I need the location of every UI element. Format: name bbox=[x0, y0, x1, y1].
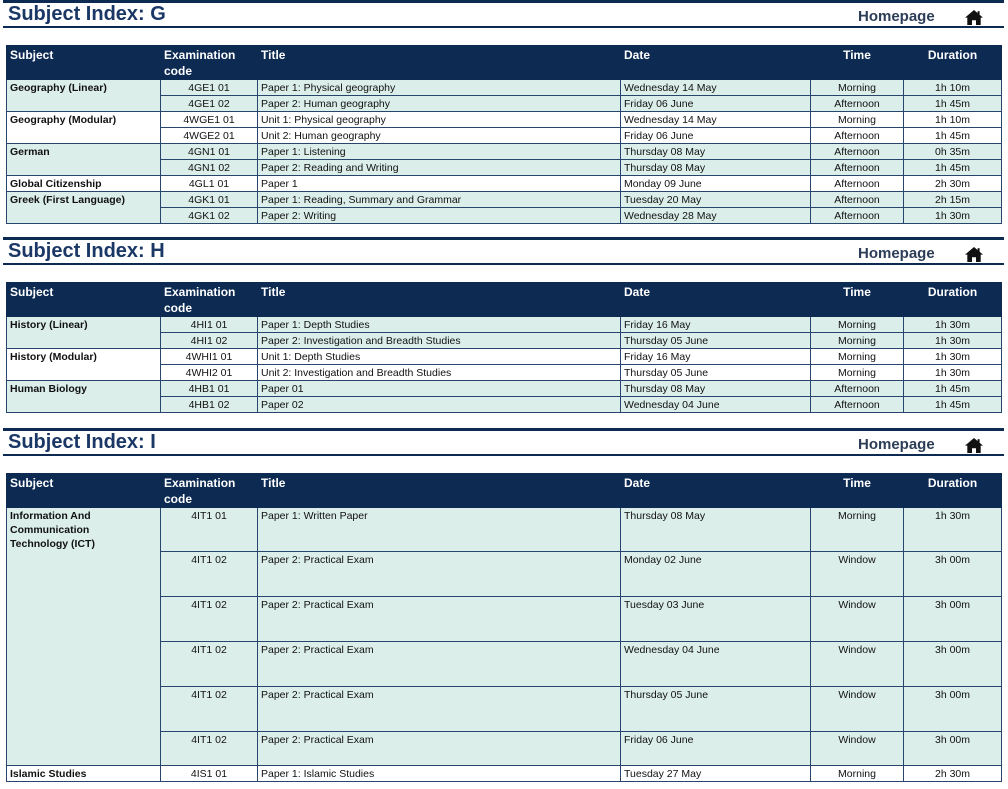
column-header-subject: Subject bbox=[7, 474, 161, 508]
time-cell: Afternoon bbox=[811, 208, 904, 224]
date-cell: Thursday 08 May bbox=[621, 160, 811, 176]
column-header-duration: Duration bbox=[904, 46, 1002, 80]
paper-title-cell: Paper 02 bbox=[258, 397, 621, 413]
table-row bbox=[7, 192, 1002, 208]
date-cell: Tuesday 27 May bbox=[621, 766, 811, 782]
paper-title-cell: Paper 2: Reading and Writing bbox=[258, 160, 621, 176]
time-cell: Afternoon bbox=[811, 96, 904, 112]
table-body bbox=[7, 80, 1002, 224]
date-cell: Wednesday 04 June bbox=[621, 397, 811, 413]
duration-cell: 2h 30m bbox=[904, 176, 1002, 192]
subject-name: Geography (Modular) bbox=[10, 114, 117, 126]
table-body bbox=[7, 508, 1002, 782]
section-title: Subject Index: G bbox=[8, 3, 166, 25]
time-cell: Afternoon bbox=[811, 144, 904, 160]
paper-title-cell: Paper 1: Physical geography bbox=[258, 80, 621, 96]
duration-cell: 3h 00m bbox=[904, 732, 1002, 766]
exam-timetable-table bbox=[6, 282, 1002, 413]
paper-title-cell: Paper 2: Human geography bbox=[258, 96, 621, 112]
subject-name: German bbox=[10, 146, 50, 158]
exam-code-cell: 4HB1 01 bbox=[161, 381, 258, 397]
column-header-subject: Subject bbox=[7, 46, 161, 80]
time-cell: Window bbox=[811, 597, 904, 642]
column-header-time: Time bbox=[811, 474, 904, 508]
column-header-time: Time bbox=[811, 283, 904, 317]
paper-title-cell: Paper 2: Writing bbox=[258, 208, 621, 224]
subject-cell bbox=[7, 381, 161, 413]
section-header-bar bbox=[3, 428, 1004, 456]
subject-cell bbox=[7, 192, 161, 224]
subject-name: Geography (Linear) bbox=[10, 82, 107, 94]
paper-title-cell: Paper 1: Listening bbox=[258, 144, 621, 160]
time-cell: Morning bbox=[811, 349, 904, 365]
subject-cell bbox=[7, 176, 161, 192]
column-header-duration: Duration bbox=[904, 474, 1002, 508]
table-row bbox=[7, 766, 1002, 782]
column-header-exam-code: Examination code bbox=[161, 46, 258, 80]
column-header-time: Time bbox=[811, 46, 904, 80]
date-cell: Monday 09 June bbox=[621, 176, 811, 192]
duration-cell: 0h 35m bbox=[904, 144, 1002, 160]
duration-cell: 1h 30m bbox=[904, 317, 1002, 333]
paper-title-cell: Unit 1: Physical geography bbox=[258, 112, 621, 128]
duration-cell: 1h 30m bbox=[904, 333, 1002, 349]
duration-cell: 2h 30m bbox=[904, 766, 1002, 782]
time-cell: Morning bbox=[811, 365, 904, 381]
exam-code-cell: 4HB1 02 bbox=[161, 397, 258, 413]
table-row bbox=[7, 508, 1002, 552]
date-cell: Wednesday 28 May bbox=[621, 208, 811, 224]
subject-cell bbox=[7, 317, 161, 349]
subject-name: History (Linear) bbox=[10, 319, 88, 331]
subject-cell bbox=[7, 349, 161, 381]
subject-index-h-section bbox=[0, 237, 1008, 415]
paper-title-cell: Paper 2: Practical Exam bbox=[258, 687, 621, 732]
exam-code-cell: 4GE1 02 bbox=[161, 96, 258, 112]
date-cell: Thursday 05 June bbox=[621, 365, 811, 381]
exam-code-cell: 4IT1 02 bbox=[161, 732, 258, 766]
paper-title-cell: Paper 2: Practical Exam bbox=[258, 597, 621, 642]
date-cell: Monday 02 June bbox=[621, 552, 811, 597]
table-row bbox=[7, 381, 1002, 397]
exam-code-cell: 4GK1 01 bbox=[161, 192, 258, 208]
date-cell: Thursday 05 June bbox=[621, 333, 811, 349]
subject-name: Global Citizenship bbox=[10, 178, 102, 190]
time-cell: Afternoon bbox=[811, 128, 904, 144]
duration-cell: 3h 00m bbox=[904, 597, 1002, 642]
section-title: Subject Index: H bbox=[8, 240, 165, 262]
column-header-date: Date bbox=[621, 283, 811, 317]
date-cell: Tuesday 03 June bbox=[621, 597, 811, 642]
time-cell: Window bbox=[811, 687, 904, 732]
homepage-link[interactable]: Homepage bbox=[858, 245, 935, 262]
column-header-title: Title bbox=[258, 474, 621, 508]
homepage-link[interactable]: Homepage bbox=[858, 436, 935, 453]
duration-cell: 1h 45m bbox=[904, 160, 1002, 176]
section-header-bar bbox=[3, 0, 1004, 28]
time-cell: Afternoon bbox=[811, 381, 904, 397]
duration-cell: 1h 45m bbox=[904, 381, 1002, 397]
table-header-row bbox=[7, 283, 1002, 317]
exam-code-cell: 4IS1 01 bbox=[161, 766, 258, 782]
time-cell: Afternoon bbox=[811, 192, 904, 208]
duration-cell: 1h 10m bbox=[904, 80, 1002, 96]
duration-cell: 2h 15m bbox=[904, 192, 1002, 208]
exam-code-cell: 4WGE2 01 bbox=[161, 128, 258, 144]
date-cell: Wednesday 04 June bbox=[621, 642, 811, 687]
time-cell: Afternoon bbox=[811, 160, 904, 176]
subject-name: Greek (First Language) bbox=[10, 194, 125, 206]
table-header-row bbox=[7, 46, 1002, 80]
column-header-date: Date bbox=[621, 474, 811, 508]
time-cell: Morning bbox=[811, 317, 904, 333]
exam-code-cell: 4IT1 01 bbox=[161, 508, 258, 552]
subject-name: Islamic Studies bbox=[10, 768, 87, 780]
date-cell: Friday 06 June bbox=[621, 96, 811, 112]
home-icon[interactable] bbox=[965, 438, 983, 453]
date-cell: Wednesday 14 May bbox=[621, 112, 811, 128]
duration-cell: 1h 45m bbox=[904, 128, 1002, 144]
subject-name: Human Biology bbox=[10, 383, 88, 395]
date-cell: Thursday 05 June bbox=[621, 687, 811, 732]
duration-cell: 3h 00m bbox=[904, 552, 1002, 597]
home-icon[interactable] bbox=[965, 247, 983, 262]
time-cell: Window bbox=[811, 552, 904, 597]
subject-index-i-section bbox=[0, 428, 1008, 786]
table-row bbox=[7, 144, 1002, 160]
duration-cell: 1h 45m bbox=[904, 96, 1002, 112]
table-row bbox=[7, 317, 1002, 333]
exam-code-cell: 4GK1 02 bbox=[161, 208, 258, 224]
date-cell: Thursday 08 May bbox=[621, 508, 811, 552]
time-cell: Afternoon bbox=[811, 176, 904, 192]
date-cell: Friday 16 May bbox=[621, 317, 811, 333]
subject-cell bbox=[7, 112, 161, 144]
column-header-exam-code: Examination code bbox=[161, 283, 258, 317]
paper-title-cell: Unit 2: Human geography bbox=[258, 128, 621, 144]
paper-title-cell: Paper 1 bbox=[258, 176, 621, 192]
home-icon[interactable] bbox=[965, 10, 983, 25]
duration-cell: 1h 30m bbox=[904, 349, 1002, 365]
paper-title-cell: Paper 2: Investigation and Breadth Studies bbox=[258, 333, 621, 349]
duration-cell: 1h 30m bbox=[904, 208, 1002, 224]
column-header-exam-code: Examination code bbox=[161, 474, 258, 508]
duration-cell: 3h 00m bbox=[904, 687, 1002, 732]
exam-code-cell: 4GN1 02 bbox=[161, 160, 258, 176]
duration-cell: 3h 00m bbox=[904, 642, 1002, 687]
exam-code-cell: 4WHI2 01 bbox=[161, 365, 258, 381]
date-cell: Thursday 08 May bbox=[621, 144, 811, 160]
paper-title-cell: Paper 1: Written Paper bbox=[258, 508, 621, 552]
duration-cell: 1h 30m bbox=[904, 508, 1002, 552]
table-header-row bbox=[7, 474, 1002, 508]
subject-cell bbox=[7, 80, 161, 112]
subject-cell bbox=[7, 144, 161, 176]
table-row bbox=[7, 176, 1002, 192]
paper-title-cell: Paper 1: Islamic Studies bbox=[258, 766, 621, 782]
table-row bbox=[7, 112, 1002, 128]
exam-timetable-table bbox=[6, 45, 1002, 224]
table-body bbox=[7, 317, 1002, 413]
paper-title-cell: Unit 1: Depth Studies bbox=[258, 349, 621, 365]
subject-cell bbox=[7, 766, 161, 782]
date-cell: Friday 06 June bbox=[621, 732, 811, 766]
paper-title-cell: Paper 01 bbox=[258, 381, 621, 397]
column-header-date: Date bbox=[621, 46, 811, 80]
exam-code-cell: 4HI1 01 bbox=[161, 317, 258, 333]
time-cell: Morning bbox=[811, 80, 904, 96]
time-cell: Morning bbox=[811, 333, 904, 349]
exam-code-cell: 4HI1 02 bbox=[161, 333, 258, 349]
time-cell: Window bbox=[811, 732, 904, 766]
date-cell: Friday 16 May bbox=[621, 349, 811, 365]
date-cell: Wednesday 14 May bbox=[621, 80, 811, 96]
paper-title-cell: Unit 2: Investigation and Breadth Studies bbox=[258, 365, 621, 381]
time-cell: Morning bbox=[811, 508, 904, 552]
column-header-title: Title bbox=[258, 46, 621, 80]
homepage-link[interactable]: Homepage bbox=[858, 8, 935, 25]
subject-name: Information And Communication Technology (ICT) bbox=[10, 510, 95, 550]
exam-code-cell: 4IT1 02 bbox=[161, 552, 258, 597]
table-row bbox=[7, 349, 1002, 365]
table-row bbox=[7, 80, 1002, 96]
subject-name: History (Modular) bbox=[10, 351, 97, 363]
date-cell: Thursday 08 May bbox=[621, 381, 811, 397]
date-cell: Friday 06 June bbox=[621, 128, 811, 144]
time-cell: Morning bbox=[811, 766, 904, 782]
exam-code-cell: 4IT1 02 bbox=[161, 687, 258, 732]
paper-title-cell: Paper 2: Practical Exam bbox=[258, 642, 621, 687]
section-title: Subject Index: I bbox=[8, 431, 156, 453]
paper-title-cell: Paper 2: Practical Exam bbox=[258, 732, 621, 766]
exam-code-cell: 4WHI1 01 bbox=[161, 349, 258, 365]
exam-code-cell: 4IT1 02 bbox=[161, 597, 258, 642]
time-cell: Window bbox=[811, 642, 904, 687]
exam-timetable-table bbox=[6, 473, 1002, 782]
date-cell: Tuesday 20 May bbox=[621, 192, 811, 208]
duration-cell: 1h 10m bbox=[904, 112, 1002, 128]
exam-code-cell: 4IT1 02 bbox=[161, 642, 258, 687]
duration-cell: 1h 45m bbox=[904, 397, 1002, 413]
paper-title-cell: Paper 1: Reading, Summary and Grammar bbox=[258, 192, 621, 208]
column-header-title: Title bbox=[258, 283, 621, 317]
column-header-duration: Duration bbox=[904, 283, 1002, 317]
exam-code-cell: 4GL1 01 bbox=[161, 176, 258, 192]
section-header-bar bbox=[3, 237, 1004, 265]
exam-code-cell: 4GN1 01 bbox=[161, 144, 258, 160]
subject-cell bbox=[7, 508, 161, 766]
paper-title-cell: Paper 1: Depth Studies bbox=[258, 317, 621, 333]
paper-title-cell: Paper 2: Practical Exam bbox=[258, 552, 621, 597]
subject-index-g-section bbox=[0, 0, 1008, 226]
time-cell: Afternoon bbox=[811, 397, 904, 413]
time-cell: Morning bbox=[811, 112, 904, 128]
column-header-subject: Subject bbox=[7, 283, 161, 317]
exam-code-cell: 4WGE1 01 bbox=[161, 112, 258, 128]
duration-cell: 1h 30m bbox=[904, 365, 1002, 381]
exam-code-cell: 4GE1 01 bbox=[161, 80, 258, 96]
